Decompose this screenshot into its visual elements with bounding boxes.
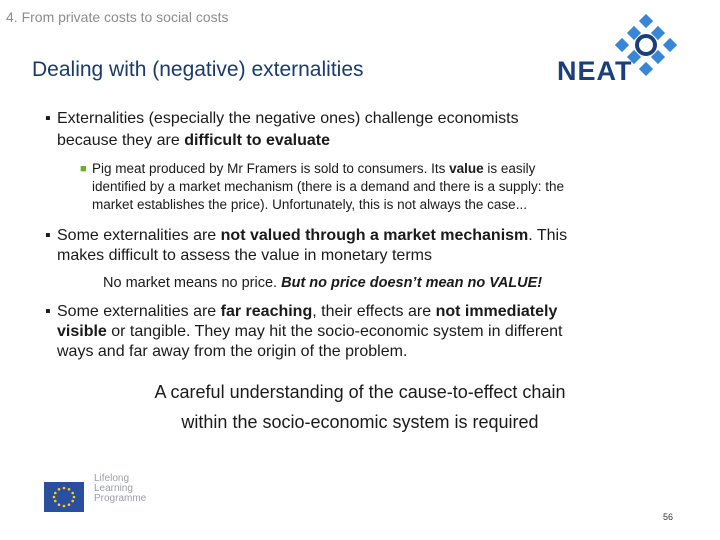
bullet-1	[45, 109, 519, 151]
neat-logo-text: NEAT	[557, 56, 633, 86]
bullet-2-line2: makes difficult to assess the value in monetary terms	[57, 247, 432, 264]
sub-bullet-emphasis: value	[449, 161, 484, 176]
sub-bullet-marker: ■	[80, 163, 87, 175]
neat-logo	[557, 14, 677, 84]
page-title: Dealing with (negative) externalities	[32, 58, 364, 81]
bullet-3-line1-start: Some externalities are	[57, 303, 221, 320]
bullet-marker: ▪	[45, 227, 51, 244]
no-market-text: No market means no price.	[103, 275, 282, 291]
bullet-marker: ▪	[45, 110, 51, 127]
no-value-emphasis: But no price doesn’t mean no VALUE!	[281, 275, 543, 291]
llp-line1: Lifelong	[94, 473, 130, 484]
bullet-3	[45, 302, 563, 362]
sub-bullet	[80, 160, 564, 214]
bullet-3-emphasis-1: far reaching	[220, 303, 313, 320]
bullet-3-line3: ways and far away from the origin of the problem.	[57, 343, 408, 360]
bullet-2-line1: Some externalities are	[57, 227, 221, 244]
bullet-3-line2: or tangible. They may hit the socio-economic system in different	[106, 323, 563, 340]
sub-bullet-line3: market establishes the price). Unfortunately, this is not always the case...	[92, 197, 527, 212]
sub-bullet-line1: Pig meat produced by Mr Framers is sold to consumers. Its	[92, 161, 450, 176]
conclusion-line2: within the socio-economic system is required	[181, 412, 539, 432]
sub-bullet-line1-end: is easily	[483, 161, 536, 176]
breadcrumb: 4. From private costs to social costs	[6, 9, 229, 25]
bullet-2-emphasis: not valued through a market mechanism	[220, 227, 529, 244]
conclusion	[0, 378, 720, 436]
bullet-2-line1-end: . This	[528, 227, 568, 244]
bullet-2	[45, 226, 568, 266]
sub-bullet-line2: identified by a market mechanism (there is a demand and there is a supply: the	[92, 179, 564, 194]
bullet-1-emphasis: difficult to evaluate	[184, 132, 330, 149]
bullet-marker: ▪	[45, 303, 51, 320]
conclusion-line1: A careful understanding of the cause-to-effect chain	[154, 382, 566, 402]
bullet-3-line1-mid: , their effects are	[312, 303, 436, 320]
bullet-3-emphasis-3: visible	[57, 323, 107, 340]
page-number: 56	[663, 512, 674, 522]
bullet-3-emphasis-2: not immediately	[435, 303, 558, 320]
bullet-1-line2: because they are	[57, 132, 185, 149]
lifelong-learning-programme-logo	[94, 474, 146, 504]
no-market-statement	[103, 275, 542, 291]
bullet-1-line1: Externalities (especially the negative ones) challenge economists	[57, 110, 519, 127]
eu-flag-icon	[44, 482, 84, 512]
llp-line3: Programme	[94, 493, 147, 504]
llp-line2: Learning	[94, 483, 133, 494]
